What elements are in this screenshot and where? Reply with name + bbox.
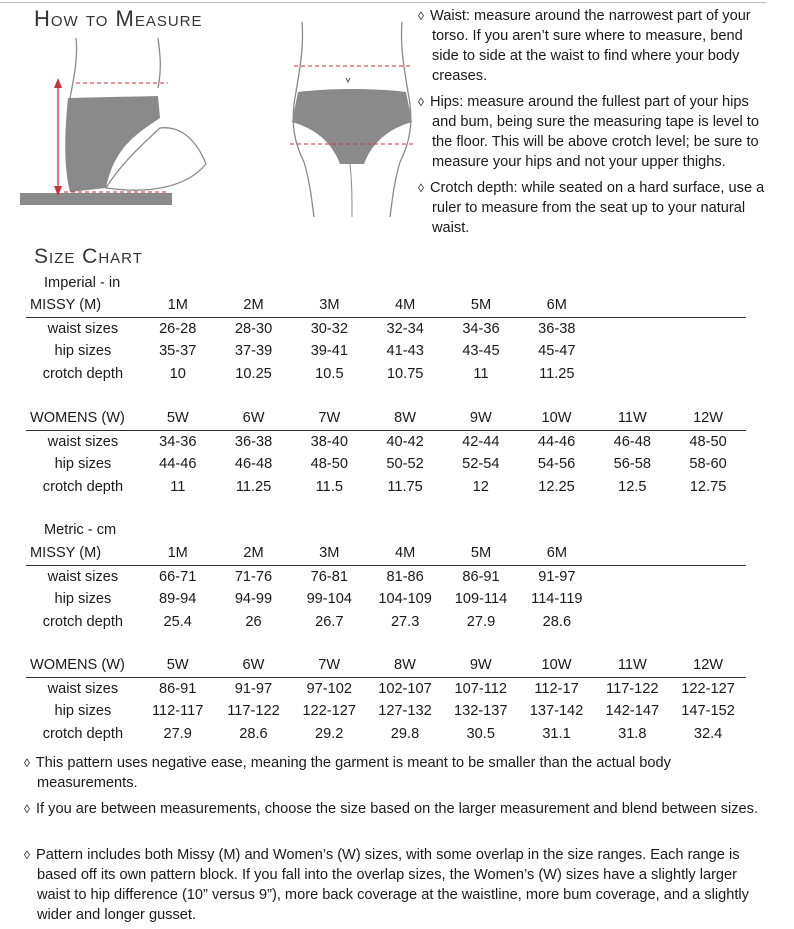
table-cell	[595, 565, 671, 588]
table-cell: 10.5	[315, 365, 344, 382]
table-cell: 10.75	[386, 365, 424, 382]
top-rule	[0, 2, 766, 3]
size-label: 7W	[291, 654, 367, 677]
table-cell: 117-122	[606, 680, 659, 697]
diamond-bullet-icon: ◊	[418, 9, 424, 23]
table-cell: 30-32	[310, 320, 349, 337]
measurement-label: hip sizes	[54, 703, 112, 720]
table-cell: 35-37	[159, 343, 197, 360]
metric-unit-label: Metric - cm	[44, 522, 117, 538]
size-label: 5W	[140, 407, 216, 430]
note-text: If you are between measurements, choose the size based on the larger measurement and blend between sizes.	[36, 801, 759, 817]
table-cell: 12.75	[689, 478, 727, 495]
table-cell: 71-76	[234, 568, 273, 585]
measuring-instructions	[418, 6, 770, 244]
imperial-missy-table	[26, 294, 746, 385]
table-cell: 11	[473, 365, 489, 382]
size-label: 5M	[443, 294, 519, 317]
measurement-label: waist sizes	[47, 433, 119, 450]
table-header-row	[26, 407, 746, 430]
table-cell: 11	[170, 478, 186, 495]
size-label: 3M	[291, 294, 367, 317]
table-cell: 91-97	[538, 568, 576, 585]
table-cell	[595, 611, 671, 634]
table-cell: 52-54	[462, 456, 500, 473]
size-label: 6M	[519, 542, 595, 565]
measurement-label: waist sizes	[47, 320, 119, 337]
table-cell	[595, 340, 671, 363]
table-cell: 28-30	[234, 320, 273, 337]
diamond-bullet-icon: ◊	[24, 848, 30, 862]
table-cell	[670, 340, 746, 363]
table-cell: 45-47	[538, 343, 576, 360]
size-label: 2M	[216, 294, 292, 317]
table-cell: 89-94	[159, 591, 197, 608]
table-cell: 122-127	[302, 703, 356, 720]
table-cell: 10.25	[235, 365, 272, 382]
size-label: 10W	[519, 654, 595, 677]
measurement-label: crotch depth	[42, 365, 124, 382]
metric-womens-table	[26, 654, 746, 745]
table-cell: 112-117	[152, 703, 204, 720]
table-cell: 86-91	[462, 568, 500, 585]
size-label: 4M	[367, 542, 443, 565]
table-cell: 107-112	[454, 680, 507, 697]
table-row	[26, 565, 746, 588]
size-label: 1M	[140, 542, 216, 565]
measurement-label: hip sizes	[54, 343, 112, 360]
table-cell: 91-97	[234, 680, 273, 697]
table-row	[26, 700, 746, 723]
note-text: Pattern includes both Missy (M) and Women’s (W) sizes, with some overlap in the size ranges. Each range is based off its own pattern block. If you fall into the overlap sizes, the Women’s (W) sizes have a slightly larger waist to hip difference (10” versus 9”), more back coverage at the waistline, more bum coverage, and a slightly wider and longer gusset.	[36, 847, 749, 923]
table-cell: 38-40	[310, 433, 348, 450]
diamond-bullet-icon: ◊	[418, 181, 424, 195]
table-cell: 54-56	[537, 456, 576, 473]
table-cell: 42-44	[462, 433, 500, 450]
table-cell: 12	[472, 478, 489, 495]
size-label: 11W	[594, 654, 670, 677]
table-cell	[670, 565, 746, 588]
table-cell: 114-119	[531, 591, 583, 608]
table-row	[26, 476, 746, 499]
table-cell	[595, 317, 671, 340]
table-cell: 26.7	[315, 613, 344, 630]
table-cell: 32-34	[386, 320, 424, 337]
table-cell: 81-86	[386, 568, 424, 585]
table-cell: 26-28	[159, 320, 197, 337]
table-header-row	[26, 294, 746, 317]
imperial-womens-table	[26, 407, 746, 498]
table-cell: 102-107	[378, 680, 432, 697]
table-cell: 26	[245, 613, 262, 630]
table-cell: 32.4	[693, 725, 723, 742]
size-label: 8W	[367, 654, 443, 677]
table-cell: 122-127	[681, 680, 735, 697]
table-cell: 104-109	[378, 591, 432, 608]
table-cell: 12.25	[538, 478, 575, 495]
table-cell: 44-46	[537, 433, 576, 450]
table-cell: 28.6	[239, 725, 268, 742]
table-cell: 27.9	[466, 613, 496, 630]
size-label: 9W	[443, 407, 519, 430]
instruction-text: Crotch depth: while seated on a hard surface, use a ruler to measure from the seat up to your natural waist.	[430, 180, 765, 236]
side-view-figure	[18, 38, 218, 208]
size-label: 5M	[443, 542, 519, 565]
size-label	[670, 542, 746, 565]
size-group-label: MISSY (M)	[26, 542, 140, 565]
table-cell: 10	[169, 365, 186, 382]
table-cell: 94-99	[234, 591, 273, 608]
size-label: 1M	[140, 294, 216, 317]
table-cell: 44-46	[159, 456, 197, 473]
table-cell: 56-58	[613, 456, 651, 473]
table-row	[26, 363, 746, 386]
table-cell: 11.25	[539, 365, 575, 382]
table-cell: 11.5	[315, 478, 343, 495]
measurement-label: crotch depth	[42, 725, 124, 742]
table-cell: 137-142	[529, 703, 584, 720]
table-header-row	[26, 654, 746, 677]
table-cell: 50-52	[386, 456, 424, 473]
table-cell	[670, 363, 746, 386]
table-cell: 41-43	[386, 343, 424, 360]
table-cell: 30.5	[466, 725, 495, 742]
table-cell: 112-17	[534, 680, 579, 697]
table-cell: 37-39	[234, 343, 273, 360]
instruction-waist	[418, 6, 770, 86]
table-cell: 34-36	[462, 320, 500, 337]
size-label	[595, 542, 671, 565]
table-cell: 31.1	[542, 725, 571, 742]
note-between-measurements	[24, 799, 774, 819]
size-label: 6W	[216, 654, 292, 677]
diamond-bullet-icon: ◊	[24, 802, 30, 816]
table-cell: 76-81	[310, 568, 348, 585]
size-group-label: MISSY (M)	[26, 294, 140, 317]
table-cell: 109-114	[454, 591, 508, 608]
measurement-label: hip sizes	[54, 456, 112, 473]
table-cell: 29.2	[315, 725, 344, 742]
table-cell: 28.6	[542, 613, 572, 630]
size-label: 5W	[140, 654, 216, 677]
table-cell: 36-38	[538, 320, 576, 337]
note-negative-ease	[24, 753, 774, 793]
table-cell: 58-60	[689, 456, 727, 473]
measurement-label: crotch depth	[42, 478, 124, 495]
measurement-label: crotch depth	[42, 613, 124, 630]
table-cell: 142-147	[605, 703, 660, 720]
size-label: 12W	[670, 407, 746, 430]
table-row	[26, 588, 746, 611]
size-label: 7W	[291, 407, 367, 430]
size-label: 12W	[670, 654, 746, 677]
measurement-label: waist sizes	[47, 568, 119, 585]
table-cell	[595, 363, 671, 386]
table-row	[26, 677, 746, 700]
table-cell	[595, 588, 671, 611]
size-label: 2M	[216, 542, 292, 565]
measurement-label: waist sizes	[47, 680, 119, 697]
table-row	[26, 453, 746, 476]
table-cell: 27.9	[163, 725, 192, 742]
table-row	[26, 340, 746, 363]
imperial-unit-label: Imperial - in	[44, 275, 121, 291]
size-label: 4M	[367, 294, 443, 317]
measurement-label: hip sizes	[54, 591, 112, 608]
size-label: 9W	[443, 654, 519, 677]
note-text: This pattern uses negative ease, meaning the garment is meant to be smaller than the actual body measurements.	[35, 755, 671, 791]
table-cell: 12.5	[618, 478, 647, 495]
table-cell: 117-122	[227, 703, 280, 720]
how-to-measure-title: How to Measure	[34, 6, 203, 31]
table-row	[26, 611, 746, 634]
table-row	[26, 723, 746, 746]
table-cell: 48-50	[689, 433, 727, 450]
table-cell: 27.3	[390, 613, 420, 630]
table-cell: 48-50	[310, 456, 348, 473]
metric-missy-table	[26, 542, 746, 633]
table-cell: 99-104	[306, 591, 353, 608]
size-label: 10W	[519, 407, 595, 430]
table-cell	[670, 317, 746, 340]
note-missy-womens-sizes	[24, 845, 774, 925]
size-group-label: WOMENS (W)	[26, 654, 140, 677]
instruction-crotch-depth	[418, 178, 770, 238]
size-label: 6W	[216, 407, 292, 430]
table-cell: 40-42	[386, 433, 424, 450]
size-label	[670, 294, 746, 317]
table-row	[26, 317, 746, 340]
table-cell: 34-36	[159, 433, 197, 450]
size-label	[595, 294, 671, 317]
instruction-text: Hips: measure around the fullest part of your hips and bum, being sure the measuring tape is level to the floor. This will be above crotch level; be sure to measure your hips and not your upper thighs.	[430, 94, 759, 170]
table-cell: 97-102	[306, 680, 352, 697]
table-cell: 29.8	[390, 725, 420, 742]
size-label: 6M	[519, 294, 595, 317]
table-cell: 46-48	[234, 456, 273, 473]
size-label: 3M	[291, 542, 367, 565]
table-cell: 11.25	[235, 478, 272, 495]
size-label: 8W	[367, 407, 443, 430]
instruction-hips	[418, 92, 770, 172]
table-cell: 39-41	[310, 343, 349, 360]
table-header-row	[26, 542, 746, 565]
table-cell: 46-48	[613, 433, 651, 450]
table-row	[26, 430, 746, 453]
table-cell: 31.8	[618, 725, 647, 742]
table-cell: 25.4	[163, 613, 192, 630]
table-cell: 147-152	[681, 703, 735, 720]
table-cell: 43-45	[462, 343, 500, 360]
instruction-text: Waist: measure around the narrowest part of your torso. If you aren’t sure where to measure, bend side to side at the waist to find where your body creases.	[430, 8, 751, 84]
diamond-bullet-icon: ◊	[24, 756, 30, 770]
diamond-bullet-icon: ◊	[418, 95, 424, 109]
table-cell: 132-137	[453, 703, 508, 720]
size-chart-title: Size Chart	[34, 245, 143, 268]
front-view-figure	[280, 22, 430, 222]
table-cell: 66-71	[159, 568, 197, 585]
table-cell: 127-132	[378, 703, 432, 720]
size-label: 11W	[594, 407, 670, 430]
table-cell: 36-38	[234, 433, 273, 450]
table-cell: 86-91	[159, 680, 197, 697]
table-cell	[670, 588, 746, 611]
size-group-label: WOMENS (W)	[26, 407, 140, 430]
table-cell	[670, 611, 746, 634]
table-cell: 11.75	[387, 478, 423, 495]
